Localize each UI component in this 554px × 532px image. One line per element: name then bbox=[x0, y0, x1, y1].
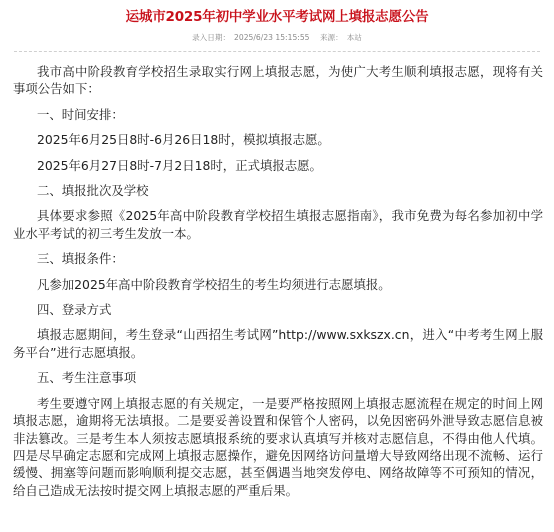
section-heading-schedule: 一、时间安排： bbox=[37, 106, 124, 122]
section-heading-login: 四、登录方式 bbox=[37, 302, 112, 318]
section-heading-batches: 二、填报批次及学校 bbox=[37, 183, 149, 199]
entry-date-value: 2025/6/23 15:15:55 bbox=[234, 33, 310, 42]
entry-date-label: 录入日期： bbox=[192, 33, 231, 42]
login-paragraph: 填报志愿期间，考生登录“山西招生考试网”http://www.sxkszx.cn，进入“中考考生网上服务平台”进行志愿填报。 bbox=[13, 327, 543, 360]
entry-date bbox=[190, 33, 311, 42]
article-body bbox=[13, 63, 543, 507]
title-divider bbox=[14, 51, 540, 52]
conditions-paragraph: 凡参加2025年高中阶段教育学校招生的考生均须进行志愿填报。 bbox=[37, 276, 391, 292]
batches-paragraph: 具体要求参照《2025年高中阶段教育学校招生填报志愿指南》，我市免费为每名参加初中学业水平考试的初三考生发放一本。 bbox=[13, 208, 543, 241]
schedule-formal-filling: 2025年6月27日8时-7月2日18时，正式填报志愿。 bbox=[37, 157, 322, 173]
article-source bbox=[318, 33, 364, 42]
notes-paragraph: 考生要遵守网上填报志愿的有关规定，一是要严格按照网上填报志愿流程在规定的时间上网填报志愿，逾期将无法填报。二是要妥善设置和保管个人密码，以免因密码外泄导致志愿信息被非法篡改。三是考生本人须按志愿填报系统的要求认真填写并核对志愿信息，不得由他人代填。四是尽早确定志愿和完成网上填报志愿操作，避免因网络访问量增大导致网络出现不流畅、运行缓慢、拥塞等问题而影响顺利提交志愿，甚至偶遇当地突发停电、网络故障等不可预知的情况，给自己造成无法按时提交网上填报志愿的严重后果。 bbox=[13, 395, 543, 498]
section-heading-notes: 五、考生注意事项 bbox=[37, 370, 137, 386]
source-value: 本站 bbox=[346, 33, 362, 42]
section-heading-conditions: 三、填报条件： bbox=[37, 251, 124, 267]
article-meta bbox=[0, 33, 554, 43]
schedule-mock-filling: 2025年6月25日8时-6月26日18时，模拟填报志愿。 bbox=[37, 132, 330, 148]
source-label: 来源： bbox=[319, 33, 343, 42]
intro-paragraph: 我市高中阶段教育学校招生录取实行网上填报志愿，为使广大考生顺利填报志愿，现将有关事项公告如下： bbox=[13, 64, 543, 97]
article-title: 运城市2025年初中学业水平考试网上填报志愿公告 bbox=[125, 9, 429, 25]
